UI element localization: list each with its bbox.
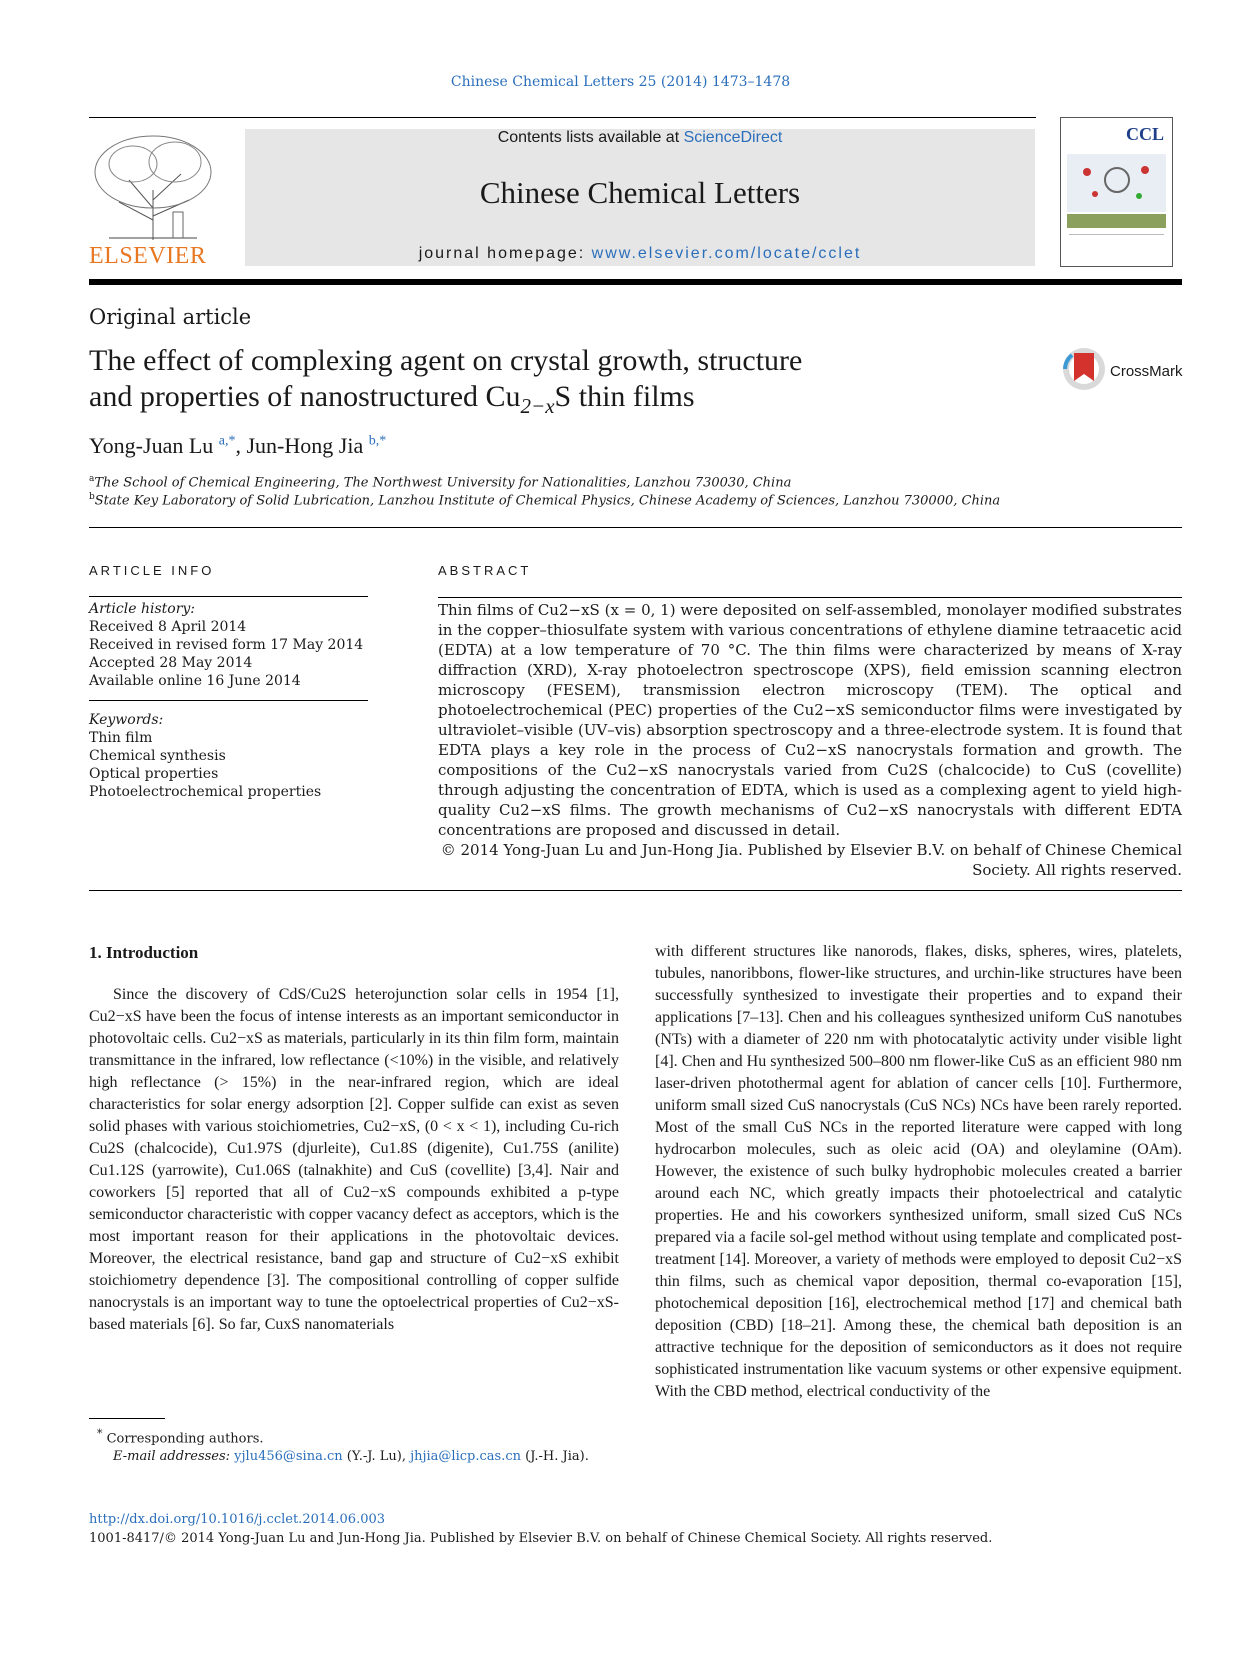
title-line-2: and properties of nanostructured $Cu_{2-x}S$ thin films (89, 380, 695, 418)
footnote-rule (89, 1418, 165, 1419)
keyword: Photoelectrochemical properties (89, 784, 322, 800)
abstract (438, 600, 1182, 880)
article-history (89, 600, 368, 801)
abstract-rule (438, 597, 1182, 598)
intro-paragraph: Since the discovery of CdS/Cu2S heterojunction solar cells in 1954 [1], Cu2−xS have been the focus of intense interests as an important semiconductor in photovoltaic cells. Cu2−xS as materials, particularly in its thin film form, maintain transmittance in the infrared, low reflectance (<10%) in the visible, and relatively high reflectance (> 15%) in the near-infrared region, which are ideal characteristics for solar energy adsorption [2]. Copper sulfide can exist as seven solid phases with various stoichiometries, Cu2−xS, (0 < x < 1), including Cu-rich Cu2S (chalcocide), Cu1.97S (djurleite), Cu1.8S (digenite), Cu1.75S (anilite) Cu1.12S (yarrowite), Cu1.06S (talnakhite) and CuS (covellite) [3,4]. Nair and coworkers [5] reported that all of Cu2−xS compounds exhibited a p-type semiconductor characteristic with copper vacancy defect as acceptors, which is the most important reason for their applications in the photovoltaic devices. Moreover, the electrical resistance, band gap and structure of Cu2−xS exhibit stoichiometry dependence [3]. The compositional controlling of copper sulfide nanocrystals is an important way to tune the optoelectrical properties of Cu2−xS-based materials [6]. So far, CuxS nanomaterials (89, 986, 619, 1333)
history-label: Article history: (89, 601, 196, 617)
intro-paragraph: with different structures like nanorods, flakes, disks, spheres, wires, platelets, tubules, nanoribbons, flower-like structures, and urchin-like structures have been successfully synthesized to investigate their properties and to expand their applications [7–13]. Chen and his colleagues synthesized uniform CuS nanotubes (NTs) with a diameter of 220 nm with photocatalytic activity under visible light [4]. Chen and Hu synthesized 500–800 nm flower-like CuS as an efficient 980 nm laser-driven photothermal agent for ablation of cancer cells [10]. Furthermore, uniform small sized CuS nanocrystals (CuS NCs) NCs have been rarely reported. Most of the small CuS NCs in the reported literature were capped with long hydrocarbon molecules, such as oleic acid (OA) and oleylamine (OAm). However, the existence of such bulky hydrophobic molecules created a barrier around each NC, which greatly impacts their photoelectrical and catalytic properties. He and his coworkers synthesized uniform, small sized CuS NCs prepared via a facile sol-gel method without using template and complicated post-treatment [14]. Moreover, a variety of methods were employed to deposit Cu2−xS thin films, such as chemical vapor deposition, thermal co-evaporation [15], photochemical deposition [16], electrochemical method [17] and chemical bath deposition (CBD) [18–21]. Among these, the chemical bath deposition is an attractive technique for the deposition of semiconductors as it does not require sophisticated instrumentation like vacuum systems or other expensive equipment. With the CBD method, electrical conductivity of the (655, 943, 1182, 1400)
sciencedirect-link[interactable]: ScienceDirect (683, 129, 783, 146)
header-thick-rule (89, 279, 1182, 285)
homepage-prefix: journal homepage: (418, 245, 592, 262)
author-list (89, 433, 386, 459)
footnote (89, 1425, 649, 1466)
journal-cover-image[interactable] (1060, 117, 1173, 267)
elsevier-wordmark: ELSEVIER (89, 243, 207, 269)
crossmark-label[interactable]: CrossMark (1110, 363, 1183, 380)
abstract-copyright: © 2014 Yong-Juan Lu and Jun-Hong Jia. Published by Elsevier B.V. on behalf of Chinese Chemical Society. All rights reserved. (440, 841, 1182, 879)
author-name: Jun-Hong Jia (246, 433, 364, 458)
affiliation-a: $^a$The School of Chemical Engineering, The Northwest University for Nationalities, Lanzhou 730030, China (89, 474, 792, 491)
homepage-line (245, 245, 1035, 263)
author-separator: , (235, 433, 247, 458)
history-item: Received 8 April 2014 (89, 619, 247, 635)
contents-prefix: Contents lists available at (497, 129, 684, 146)
header-rule (89, 117, 1036, 118)
abstract-heading: ABSTRACT (438, 563, 532, 578)
history-item: Received in revised form 17 May 2014 (89, 637, 364, 653)
affiliation-b: $^b$State Key Laboratory of Solid Lubrication, Lanzhou Institute of Chemical Physics, Chinese Academy of Sciences, Lanzhou 730000, China (89, 492, 1001, 509)
author-name: Yong-Juan Lu (89, 433, 214, 458)
article-title (89, 343, 989, 424)
intro-left-column (89, 984, 619, 1336)
author-affiliation-mark[interactable]: b,* (368, 433, 387, 449)
footnote-emails: E-mail addresses: yjlu456@sina.cn (Y.-J. Lu), jhjia@licp.cas.cn (J.-H. Jia). (113, 1449, 589, 1465)
section-heading-introduction: 1. Introduction (89, 943, 199, 962)
keyword: Thin film (89, 730, 153, 746)
email-link[interactable]: jhjia@licp.cas.cn (410, 1449, 521, 1465)
abstract-body: Thin films of Cu2−xS (x = 0, 1) were deposited on self-assembled, monolayer modified substrates in the copper–thiosulfate system with various concentrations of ethylene diamine tetraacetic acid (EDTA) at a low temperature of 70 °C. The thin films were characterized by means of X-ray diffraction (XRD), X-ray photoelectron spectroscope (XPS), field emission scanning electron microscopy (FESEM), transmission electron microscopy (TEM). The optical and photoelectrochemical (PEC) properties of the Cu2−xS semiconductor films were investigated by ultraviolet–visible (UV–vis) absorption spectroscopy and a three-electrode system. It is found that EDTA plays a key role in the process of Cu2−xS nanocrystals formation and growth. The compositions of the Cu2−xS nanocrystals varied from Cu2S (chalcocide) to CuS (covellite) through adjusting the concentration of EDTA, which is used as a complexing agent to yield high-quality Cu2−xS films. The growth mechanisms of Cu2−xS nanocrystals with different EDTA concentrations are proposed and discussed in detail. (438, 601, 1182, 839)
homepage-link[interactable]: www.elsevier.com/locate/cclet (591, 245, 862, 262)
article-type: Original article (89, 305, 252, 329)
journal-citation[interactable]: Chinese Chemical Letters 25 (2014) 1473–1478 (450, 74, 791, 90)
history-item: Accepted 28 May 2014 (89, 655, 253, 671)
article-info-heading: ARTICLE INFO (89, 563, 215, 578)
divider (89, 527, 1182, 528)
keywords-rule (89, 700, 368, 701)
email-link[interactable]: yjlu456@sina.cn (234, 1449, 343, 1465)
footnote-corresponding: * Corresponding authors. (97, 1427, 264, 1447)
cover-label: CCL (1125, 124, 1164, 144)
keyword: Optical properties (89, 766, 219, 782)
author-affiliation-mark[interactable]: a,* (218, 433, 236, 449)
history-item: Available online 16 June 2014 (89, 673, 301, 689)
doi-link[interactable]: http://dx.doi.org/10.1016/j.cclet.2014.06.003 (89, 1512, 386, 1527)
keyword: Chemical synthesis (89, 748, 226, 764)
journal-name: Chinese Chemical Letters (479, 175, 801, 210)
crossmark-icon[interactable] (1062, 347, 1106, 395)
intro-right-column (655, 941, 1182, 1403)
article-info-rule (89, 596, 368, 597)
issn-copyright: 1001-8417/© 2014 Yong-Juan Lu and Jun-Hong Jia. Published by Elsevier B.V. on behalf of Chinese Chemical Society. All rights reserved. (89, 1531, 993, 1546)
divider (89, 890, 1182, 891)
keywords-label: Keywords: (89, 712, 164, 728)
title-line-1: The effect of complexing agent on crystal growth, structure (89, 344, 803, 377)
contents-line (245, 129, 1035, 147)
